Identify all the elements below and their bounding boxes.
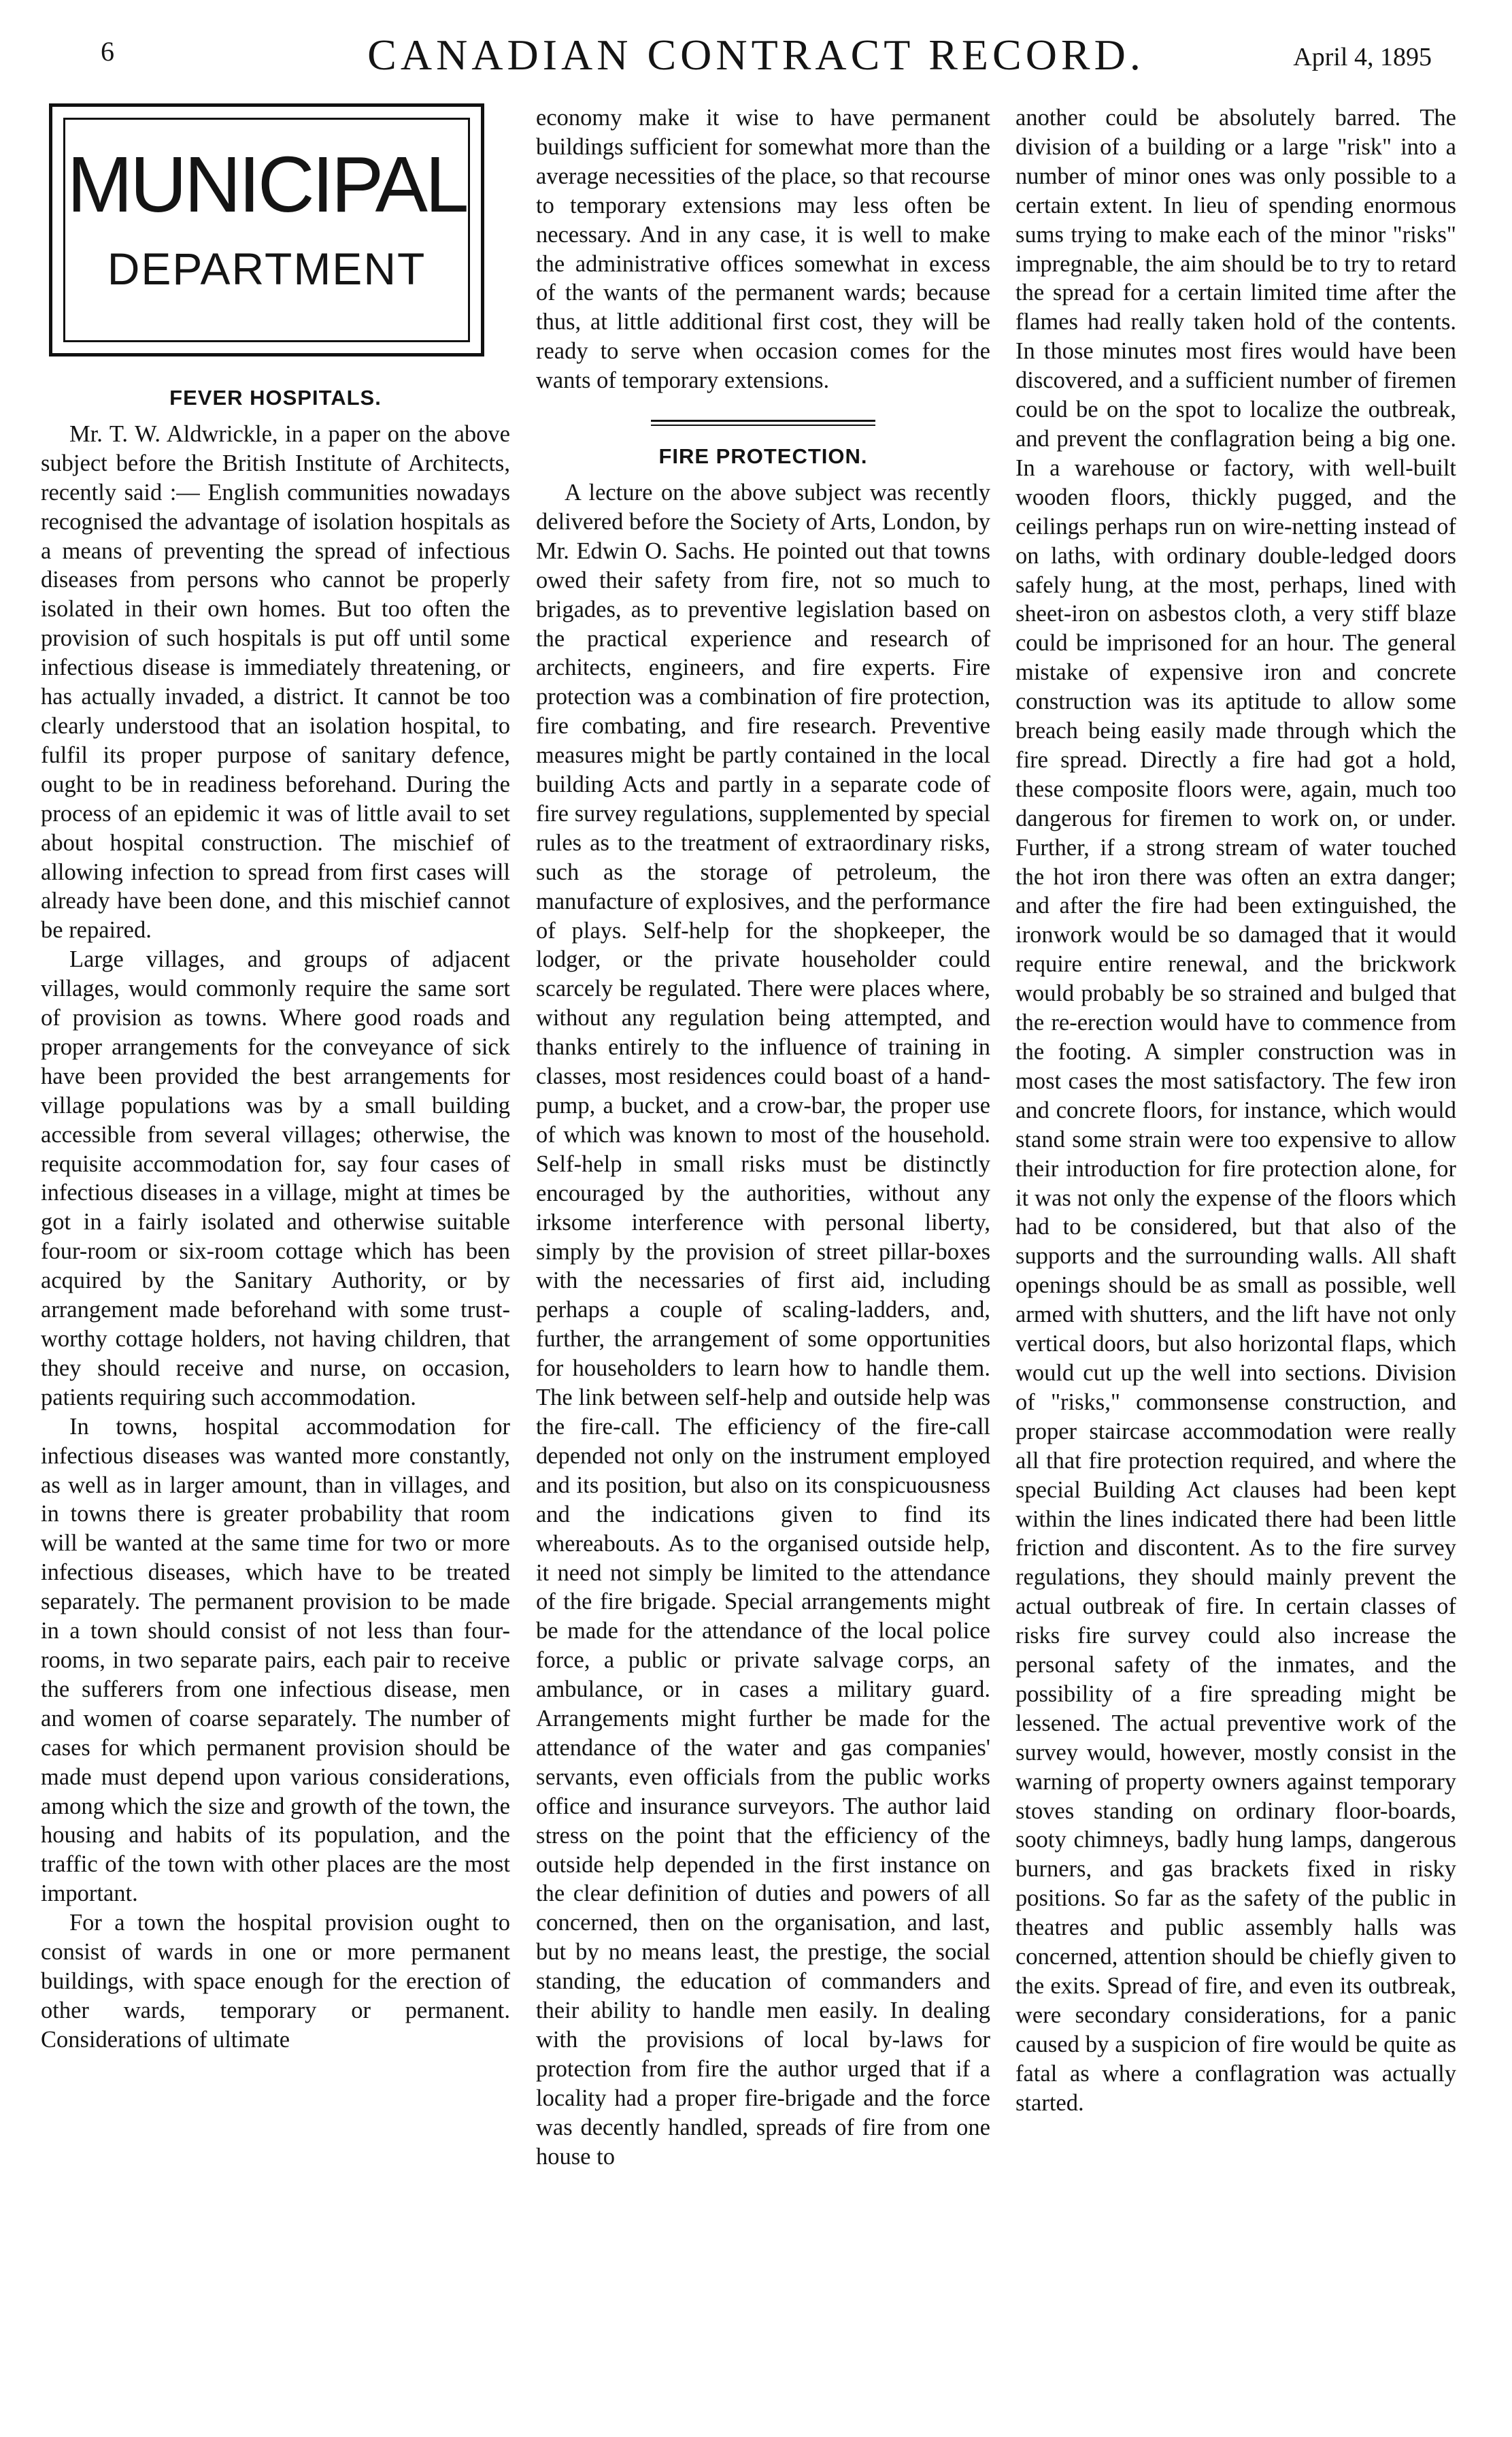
column-2 <box>536 103 990 2172</box>
fire-protection-heading: FIRE PROTECTION. <box>658 444 868 469</box>
department-box-title: MUNICIPAL <box>67 140 467 229</box>
page-header <box>0 0 1512 82</box>
column-3 <box>1015 103 1456 2118</box>
fire-paragraph-continued: another could be absolutely barred. The division of a building or a large "risk" into a number of minor ones was only possible to a certain extent. In lieu of spending enormous sums trying to make each of the minor "risks" impregnable, the aim should be to try to retard the spread for a certain limited time after the flames had really taken hold of the contents. In those minutes most fires would have been discovered, and a sufficient number of firemen could be on the spot to localize the outbreak, and prevent the conflagration being a big one. In a warehouse or factory, with well-built wooden floors, thickly pugged, and the ceilings perhaps run on wire-netting instead of on laths, with ordinary double-ledged doors safely hung, at the most, perhaps, lined with sheet-iron on asbestos cloth, a very stiff blaze could be imprisoned for an hour. The general mistake of expensive iron and concrete construction was its aptitude to allow some breach being easily made through which the fire spread. Directly a fire had got a hold, these composite floors were, again, much too dangerous for firemen to work on, or under. Further, if a strong stream of water touched the hot iron there was often an extra danger; and after the fire had been extinguished, the ironwork would be so damaged that it would require entire renewal, and the brickwork would probably be so strained and bulged that the re-erection would have to commence from the footing. A simpler construction was in most cases the most satisfactory. The few iron and concrete floors, for instance, which would stand some strain were too expensive to allow their introduction for fire protection alone, for it was not only the expense of the floors which had to be considered, but that also of the supports and the surrounding walls. All shaft openings should be as small as possible, well armed with shutters, and the lift have not only vertical doors, but also horizontal flaps, which would cut up the well into sections. Division of "risks," commonsense construction, and proper staircase accommodation were really all that fire protection required, and where the special Building Act clauses had been kept within the lines indicated there had been little friction and discontent. As to the fire survey regulations, they should mainly prevent the actual outbreak of fire. In certain classes of risks fire survey could also increase the personal safety of the inmates, and the possibility of a fire spreading might be lessened. The actual preventive work of the survey would, however, mostly consist in the warning of property owners against temporary stoves standing on ordinary floor-boards, sooty chimneys, badly hung lamps, dangerous burners, and gas brackets fixed in risky positions. So far as the safety of the public in theatres and public assembly halls was concerned, attention should be chiefly given to the exits. Spread of fire, and even its outbreak, were secondary considerations, for a panic caused by a suspicion of fire would be quite as fatal as where a conflagration was actually started. <box>1015 105 1456 2116</box>
fever-paragraph: In towns, hospital accommodation for infectious diseases was wanted more constantly, as well as in larger amount, than in villages, and in towns there is greater probability that room will be wanted at the same time for two or more infectious diseases, which have to be treated separately. The permanent provision to be made in a town should consist of not less than four-rooms, in two separate pairs, each pair to receive the sufferers from one infectious disease, men and women of coarse separately. The number of cases for which permanent provision should be made must depend upon various considerations, among which the size and growth of the town, the housing and habits of its population, and the traffic of the town with other places are the most important. <box>41 1413 510 1907</box>
issue-date: April 4, 1895 <box>1293 43 1432 71</box>
fever-paragraph: Large villages, and groups of adjacent villages, would commonly require the same sort of provision as towns. Where good roads and proper arrangements for the conveyance of sick have been provided the best arrangements for village populations was by a small building accessible from several villages; otherwise, the requisite accommodation for, say four cases of infectious diseases in a village, might at times be got in a fairly isolated and otherwise suitable four-room or six-room cottage which has been acquired by the Sanitary Authority, or by arrangement made beforehand with some trust-worthy cottage holders, not having children, that they should receive and nurse, on occasion, patients requiring such accommodation. <box>41 946 510 1410</box>
section-divider <box>651 420 875 426</box>
fever-paragraph: For a town the hospital provision ought to consist of wards in one or more permanent buildings, with space enough for the erection of other wards, temporary or permanent. Considerations of ultimate <box>41 1910 510 2053</box>
fire-paragraph: A lecture on the above subject was recently delivered before the Society of Arts, London, by Mr. Edwin O. Sachs. He pointed out that towns owed their safety from fire, not so much to brigades, as to preventive legislation based on the practical experience and research of architects, engineers, and fire experts. Fire protection was a combination of fire protection, fire combating, and fire research. Preventive measures might be partly contained in the local building Acts and partly in a separate code of fire survey regulations, supplemented by special rules as to the treatment of extraordinary risks, such as the storage of petroleum, the manufacture of explosives, and the performance of plays. Self-help for the shopkeeper, the lodger, or the private householder could scarcely be regulated. There were places where, without any regulation being attempted, and thanks entirely to the influence of training in classes, most residences could boast of a hand-pump, a bucket, and a crow-bar, the proper use of which was known to most of the household. Self-help in small risks must be distinctly encouraged by the authorities, without any irksome interference with personal liberty, simply by the provision of street pillar-boxes with the necessaries of first aid, including perhaps a couple of scaling-ladders, and, further, the arrangement of some opportunities for householders to learn how to handle them. The link between self-help and outside help was the fire-call. The efficiency of the fire-call depended not only on the instrument employed and its position, but also on its conspicuousness and the indications given to find its whereabouts. As to the organised outside help, it need not simply be limited to the attendance of the fire brigade. Special arrangements might be made for the attendance of the local police force, a public or private salvage corps, an ambulance, or in cases a military guard. Arrangements might further be made for the attendance of the water and gas companies' servants, even officials from the public works office and insurance surveyors. The author laid stress on the point that the efficiency of the outside help depended in the first instance on the clear definition of duties and powers of all concerned, then on the organisation, and last, but by no means least, the prestige, the social standing, the education of commanders and their ability to handle men easily. In dealing with the provisions of local by-laws for protection from fire the author urged that if a locality had a proper fire-brigade and the force was decently handled, spreads of fire from one house to <box>536 479 990 2170</box>
fever-continuation: economy make it wise to have permanent buildings sufficient for somewhat more than the average necessities of the place, so that recourse to temporary extensions may less often be necessary. And in any case, it is well to make the administrative offices somewhat in excess of the wants of the permanent wards; because thus, at little additional first cost, they will be ready to serve when occasion comes for the wants of temporary extensions. <box>536 105 990 394</box>
department-box <box>49 103 484 357</box>
journal-title: CANADIAN CONTRACT RECORD. <box>367 31 1145 79</box>
page-number: 6 <box>101 36 114 67</box>
fever-paragraph: Mr. T. W. Aldwrickle, in a paper on the above subject before the British Institute of Architects, recently said :— English communities nowadays recognised the advantage of isolation hospitals as a means of preventing the spread of infectious diseases from persons who cannot be properly isolated in their own homes. But too often the provision of such hospitals is put off until some infectious disease is immediately threatening, or has actually invaded, a district. It cannot be too clearly understood that an isolation hospital, to fulfil its proper purpose of sanitary defence, ought to be in readiness beforehand. During the process of an epidemic it was of little avail to set about hospital construction. The mischief of allowing infection to spread from first cases will already have been done, and this mischief cannot be repaired. <box>41 420 510 944</box>
department-box-subtitle: DEPARTMENT <box>107 244 426 294</box>
column-1 <box>41 103 510 2055</box>
fever-hospitals-heading: FEVER HOSPITALS. <box>169 386 382 410</box>
